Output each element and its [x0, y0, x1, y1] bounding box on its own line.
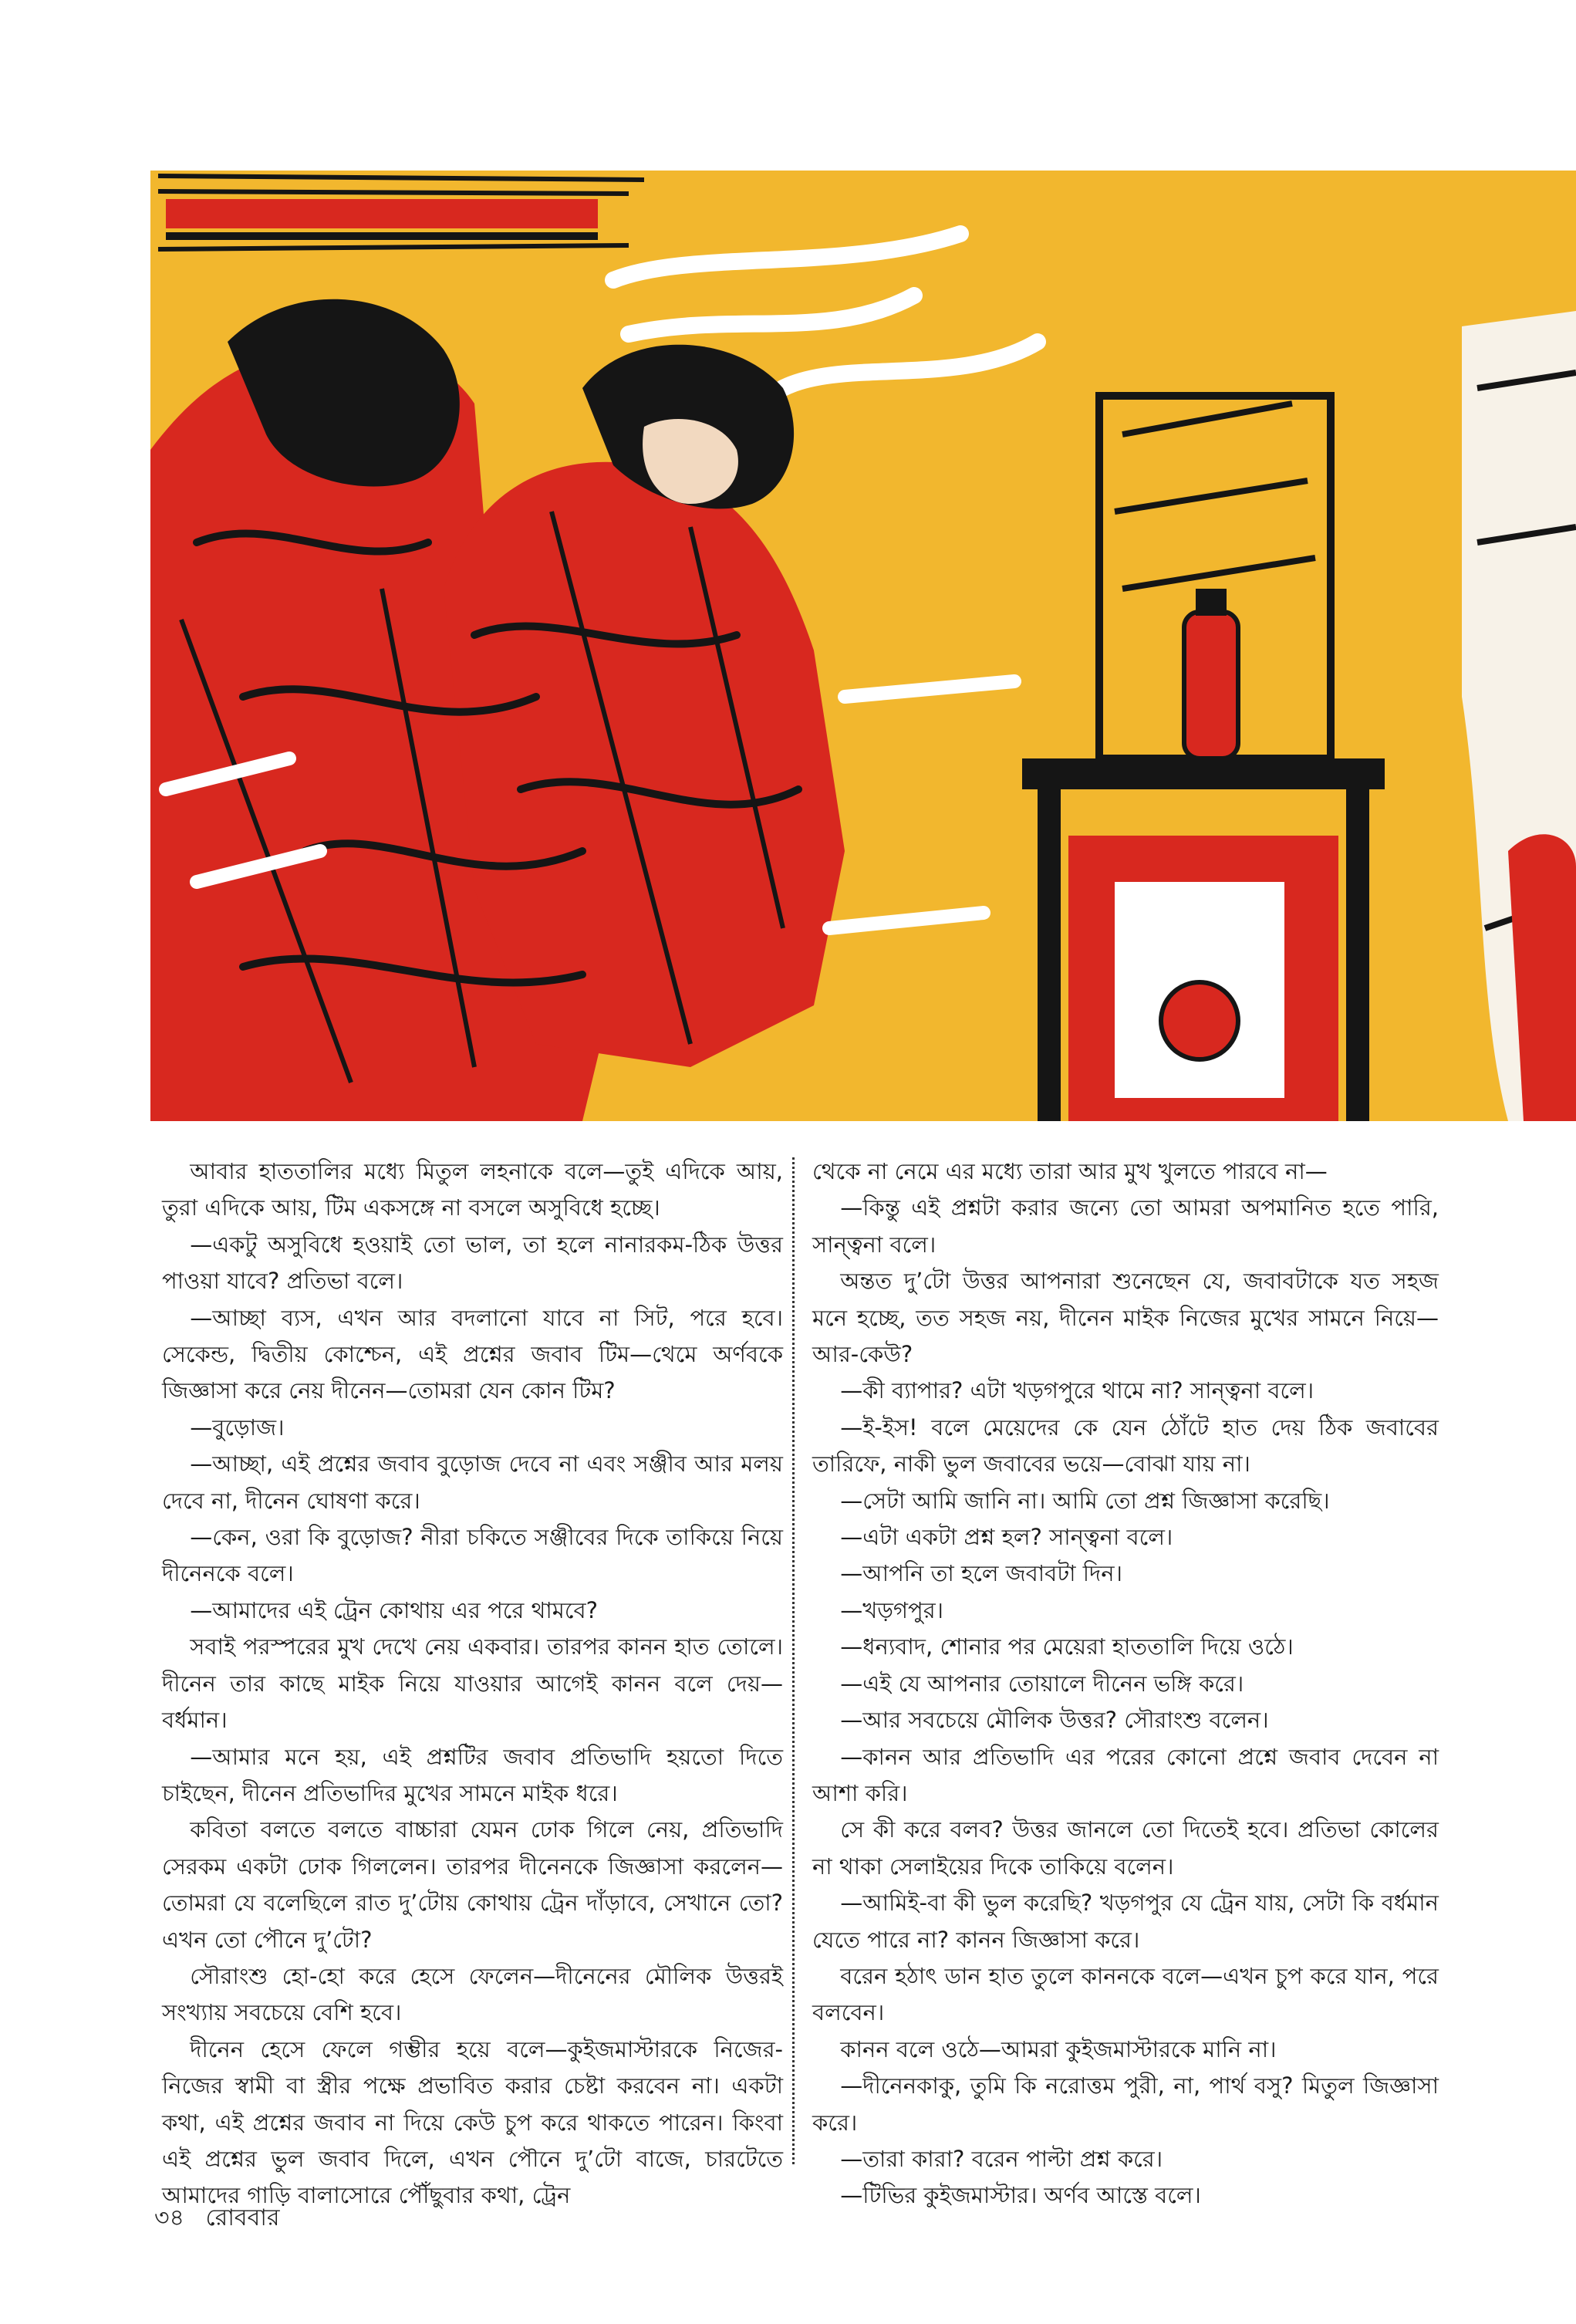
paragraph: —খড়গপুর। [840, 1596, 944, 1623]
paragraph: —কিন্তু এই প্রশ্নটা করার জন্যে তো আমরা অপমানিত হতে পারি, সান্ত্বনা বলে। [812, 1194, 1439, 1258]
text-column-left [162, 1154, 783, 2214]
paragraph: কবিতা বলতে বলতে বাচ্চারা যেমন ঢোক গিলে নেয়, প্রতিভাদি সেরকম একটা ঢোক গিললেন। তারপর দীনেনকে জিজ্ঞাসা করলেন—তোমরা যে বলেছিলে রাত দু’টোয় কোথায় ট্রেন দাঁড়াবে, সেখানে তো? এখন তো পৌনে দু’টো? [162, 1816, 783, 1953]
page-number: ৩৪ [154, 2204, 184, 2231]
paragraph: আবার হাততালির মধ্যে মিতুল লহনাকে বলে—তুই এদিকে আয়, তুরা এদিকে আয়, টিম একসঙ্গে না বসলে অসুবিধে হচ্ছে। [162, 1158, 783, 1221]
illustration [150, 157, 1576, 1121]
paragraph-continued: থেকে না নেমে এর মধ্যে তারা আর মুখ খুলতে পারবে না— [812, 1158, 1328, 1184]
paragraph: —কেন, ওরা কি বুড়োজ? নীরা চকিতে সঞ্জীবের দিকে তাকিয়ে নিয়ে দীনেনকে বলে। [162, 1524, 783, 1587]
paragraph: —এই যে আপনার তোয়ালে দীনেন ভঙ্গি করে। [840, 1670, 1244, 1697]
paragraph: —কানন আর প্রতিভাদি এর পরের কোনো প্রশ্নে জবাব দেবেন না আশা করি। [812, 1743, 1439, 1806]
paragraph: কানন বলে ওঠে—আমরা কুইজমাস্টারকে মানি না। [840, 2035, 1277, 2062]
paragraph: —ধন্যবাদ, শোনার পর মেয়েরা হাততালি দিয়ে ওঠে। [840, 1633, 1294, 1660]
paragraph: —আচ্ছা, এই প্রশ্নের জবাব বুড়োজ দেবে না এবং সঞ্জীব আর মলয় দেবে না, দীনেন ঘোষণা করে। [162, 1451, 783, 1514]
column-divider [792, 1157, 795, 2164]
paragraph: সৌরাংশু হো-হো করে হেসে ফেলেন—দীনেনের মৌলিক উত্তরই সংখ্যায় সবচেয়ে বেশি হবে। [162, 1962, 783, 2026]
paragraph: —দীনেনকাকু, তুমি কি নরোত্তম পুরী, না, পার্থ বসু? মিতুল জিজ্ঞাসা করে। [812, 2072, 1439, 2136]
paragraph: —আমাদের এই ট্রেন কোথায় এর পরে থামবে? [190, 1596, 599, 1623]
paragraph: সে কী করে বলব? উত্তর জানলে তো দিতেই হবে। প্রতিভা কোলের না থাকা সেলাইয়ের দিকে তাকিয়ে বলেন। [812, 1816, 1439, 1880]
paragraph: —বুড়োজ। [190, 1414, 285, 1441]
paragraph: —ই-ইস! বলে মেয়েদের কে যেন ঠোঁটে হাত দেয় ঠিক জবাবের তারিফে, নাকী ভুল জবাবের ভয়ে—বোঝা যায় না। [812, 1414, 1439, 1478]
paragraph: —কী ব্যাপার? এটা খড়গপুরে থামে না? সান্ত্বনা বলে। [840, 1377, 1314, 1404]
paragraph: —এটা একটা প্রশ্ন হল? সান্ত্বনা বলে। [840, 1524, 1173, 1551]
paragraph: দীনেন হেসে ফেলে গম্ভীর হয়ে বলে—কুইজমাস্টারকে নিজের-নিজের স্বামী বা স্ত্রীর পক্ষে প্রভাবিত করার চেষ্টা করবেন না। একটা কথা, এই প্রশ্নের জবাব না দিয়ে কেউ চুপ করে থাকতে পারেন। কিংবা এই প্রশ্নের ভুল জবাব দিলে, এখন পৌনে দু’টো বাজে, চারটেতে আমাদের গাড়ি বালাসোরে পৌঁছুবার কথা, ট্রেন [162, 2035, 783, 2209]
paragraph: —আপনি তা হলে জবাবটা দিন। [840, 1560, 1122, 1587]
page-footer [154, 2199, 294, 2238]
paragraph: —আমার মনে হয়, এই প্রশ্নটির জবাব প্রতিভাদি হয়তো দিতে চাইছেন, দীনেন প্রতিভাদির মুখের সামনে মাইক ধরে। [162, 1743, 783, 1806]
paragraph: —আমিই-বা কী ভুল করেছি? খড়গপুর যে ট্রেন যায়, সেটা কি বর্ধমান যেতে পারে না? কানন জিজ্ঞাসা করে। [812, 1890, 1439, 1953]
paragraph: —আর সবচেয়ে মৌলিক উত্তর? সৌরাংশু বলেন। [840, 1707, 1269, 1734]
paragraph: সবাই পরস্পরের মুখ দেখে নেয় একবার। তারপর কানন হাত তোলে। দীনেন তার কাছে মাইক নিয়ে যাওয়ার আগেই কানন বলে দেয়—বর্ধমান। [162, 1633, 783, 1734]
magazine-name: রোববার [205, 2204, 280, 2231]
paragraph: —টিভির কুইজমাস্টার। অর্ণব আস্তে বলে। [840, 2182, 1201, 2209]
paragraph: —একটু অসুবিধে হওয়াই তো ভাল, তা হলে নানারকম-ঠিক উত্তর পাওয়া যাবে? প্রতিভা বলে। [162, 1231, 783, 1295]
paragraph: —তারা কারা? বরেন পাল্টা প্রশ্ন করে। [840, 2145, 1163, 2172]
paragraph: —আচ্ছা ব্যস, এখন আর বদলানো যাবে না সিট, পরে হবে। সেকেন্ড, দ্বিতীয় কোশ্চেন, এই প্রশ্নের জবাব টিম—থেমে অর্ণবকে জিজ্ঞাসা করে নেয় দীনেন—তোমরা যেন কোন টিম? [162, 1304, 783, 1404]
text-column-right [812, 1154, 1439, 2214]
paragraph: —সেটা আমি জানি না। আমি তো প্রশ্ন জিজ্ঞাসা করেছি। [840, 1487, 1330, 1514]
paragraph: অন্তত দু’টো উত্তর আপনারা শুনেছেন যে, জবাবটাকে যত সহজ মনে হচ্ছে, তত সহজ নয়, দীনেন মাইক নিজের মুখের সামনে নিয়ে—আর-কেউ? [812, 1268, 1439, 1368]
paragraph: বরেন হঠাৎ ডান হাত তুলে কাননকে বলে—এখন চুপ করে যান, পরে বলবেন। [812, 1962, 1439, 2026]
train-scene-sketch [150, 157, 1576, 1121]
